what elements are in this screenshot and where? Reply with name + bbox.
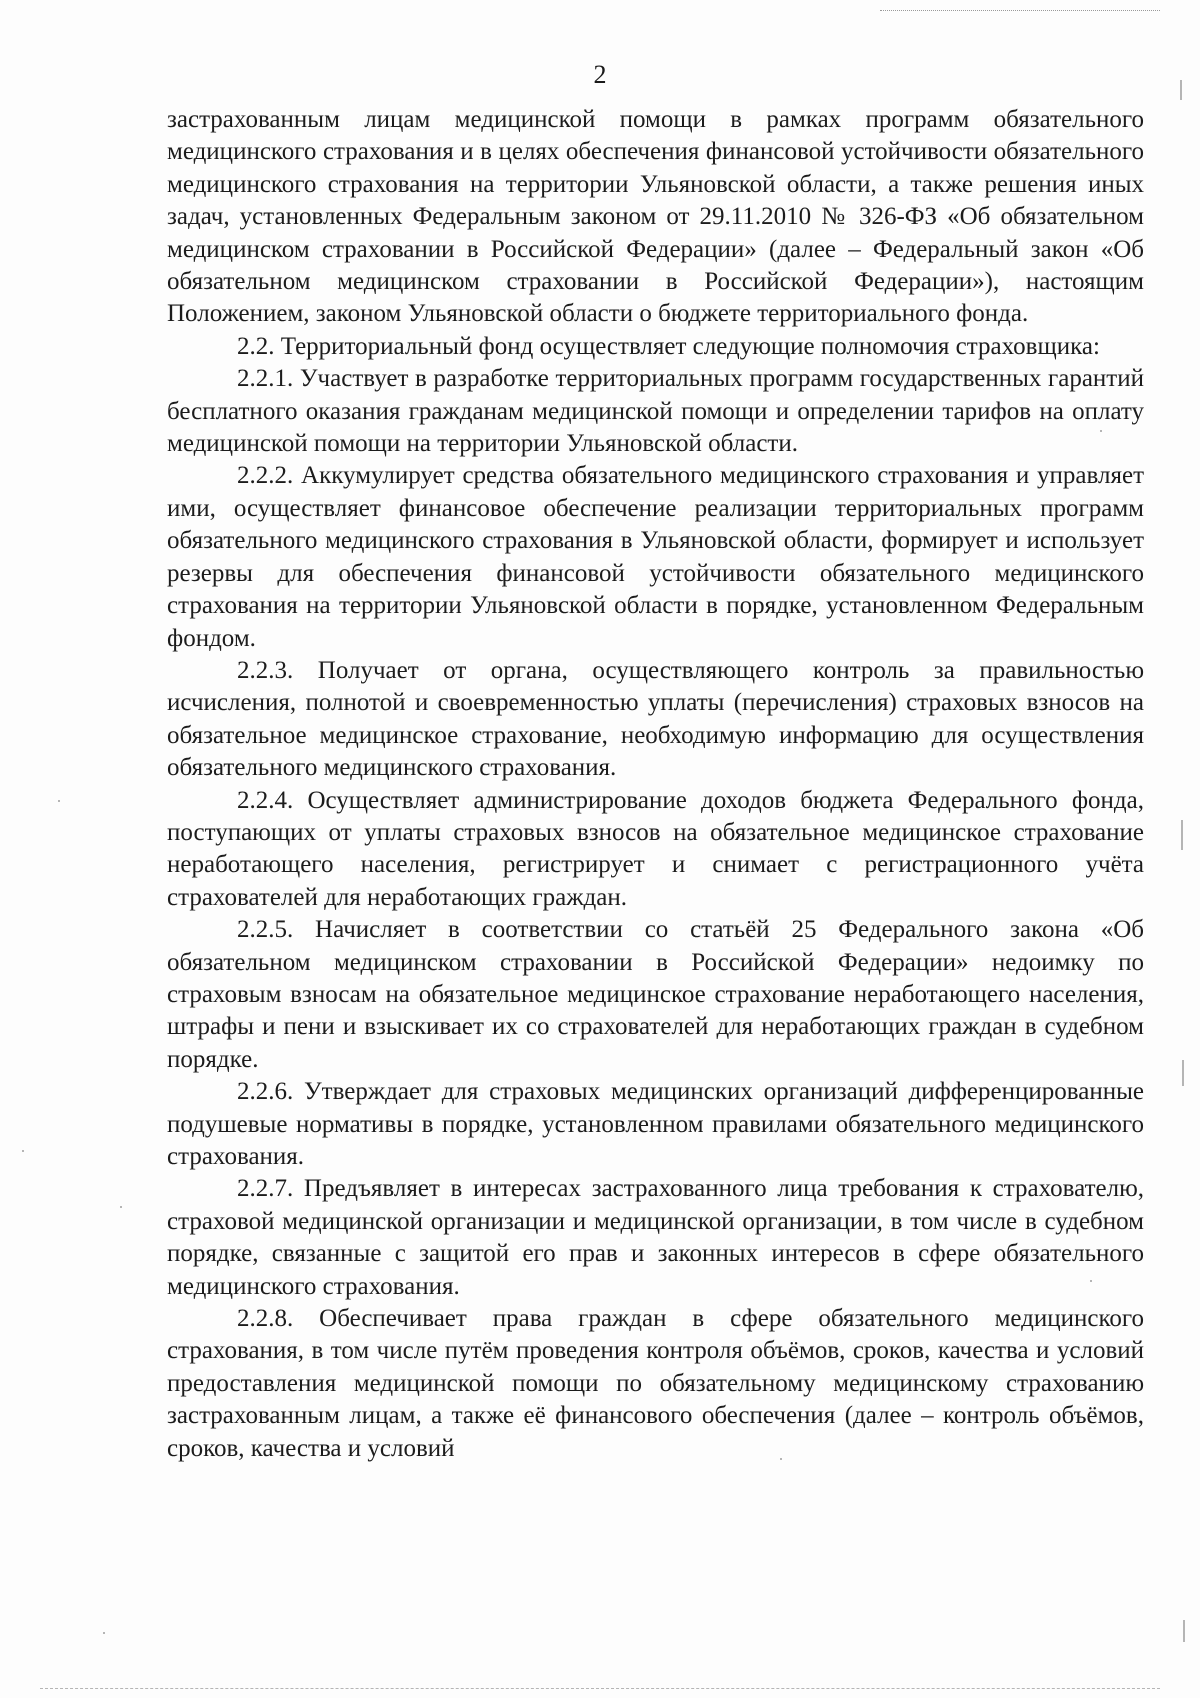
scan-top-edge xyxy=(880,10,1160,11)
document-body xyxy=(167,104,1144,1465)
scan-speck xyxy=(1181,820,1183,850)
paragraph-2-2-8: 2.2.8. Обеспечивает права граждан в сфере обязательного медицинского страхования, в том числе путём проведения контроля объёмов, сроков, качества и условий предоставления медицинской помощи по обязательному медицинскому страхованию застрахованным лицам, а также её финансового обеспечения (далее – контроль объёмов, сроков, качества и условий xyxy=(167,1305,1144,1462)
paragraph-2-2-1: 2.2.1. Участвует в разработке территориальных программ государственных гарантий бесплатного оказания гражданам медицинской помощи и определении тарифов на оплату медицинской помощи на территории Ульяновской области. xyxy=(167,365,1144,458)
scan-speck xyxy=(1182,1060,1184,1086)
paragraph-2-2-6: 2.2.6. Утверждает для страховых медицинских организаций дифференцированные подушевые нормативы в порядке, установленном правилами обязательного медицинского страхования. xyxy=(167,1078,1144,1170)
scan-speck xyxy=(1183,1620,1185,1642)
scan-speck xyxy=(103,1632,105,1634)
scan-speck xyxy=(22,1150,24,1152)
scan-speck xyxy=(780,1458,782,1460)
paragraph-2-2: 2.2. Территориальный фонд осуществляет следующие полномочия страховщика: xyxy=(237,332,1100,360)
page-number: 2 xyxy=(593,60,607,89)
scan-speck xyxy=(58,800,60,802)
scan-speck xyxy=(120,1206,122,1208)
scan-bottom-edge xyxy=(40,1688,1160,1689)
paragraph-2-2-7: 2.2.7. Предъявляет в интересах застрахованного лица требования к страхователю, страховой медицинской организации и медицинской организации, в том числе в судебном порядке, связанные с защитой его прав и законных интересов в сфере обязательного медицинского страхования. xyxy=(167,1175,1144,1300)
paragraph-2-2-5: 2.2.5. Начисляет в соответствии со статьёй 25 Федерального закона «Об обязательном медицинском страховании в Российской Федерации» недоимку по страховым взносам на обязательное медицинское страхование неработающего населения, штрафы и пени и взыскивает их со страхователей для неработающих граждан в судебном порядке. xyxy=(167,916,1144,1073)
scan-speck xyxy=(1180,80,1182,100)
paragraph-intro-continuation: застрахованным лицам медицинской помощи в рамках программ обязательного медицинского страхования и в целях обеспечения финансовой устойчивости обязательного медицинского страхования на территории Ульяновской области, а также решения иных задач, установленных Федеральным законом от 29.11.2010 № 326-ФЗ «Об обязательном медицинском страховании в Российской Федерации» (далее – Федеральный закон «Об обязательном медицинском страховании в Российской Федерации»), настоящим Положением, законом Ульяновской области о бюджете территориального фонда. xyxy=(167,106,1144,328)
paragraph-2-2-2: 2.2.2. Аккумулирует средства обязательного медицинского страхования и управляет ими, осуществляет финансовое обеспечение реализации территориальных программ обязательного медицинского страхования в Ульяновской области, формирует и использует резервы для обеспечения финансовой устойчивости обязательного медицинского страхования на территории Ульяновской области в порядке, установленном Федеральным фондом. xyxy=(167,462,1144,652)
scan-speck xyxy=(1100,430,1102,432)
paragraph-2-2-3: 2.2.3. Получает от органа, осуществляющего контроль за правильностью исчисления, полнотой и своевременностью уплаты (перечисления) страховых взносов на обязательное медицинское страхование, необходимую информацию для осуществления обязательного медицинского страхования. xyxy=(167,656,1144,782)
paragraph-2-2-4: 2.2.4. Осуществляет администрирование доходов бюджета Федерального фонда, поступающих от уплаты страховых взносов на обязательное медицинское страхование неработающего населения, регистрирует и снимает с регистрационного учёта страхователей для неработающих граждан. xyxy=(167,786,1144,911)
scan-speck xyxy=(1090,1280,1092,1282)
